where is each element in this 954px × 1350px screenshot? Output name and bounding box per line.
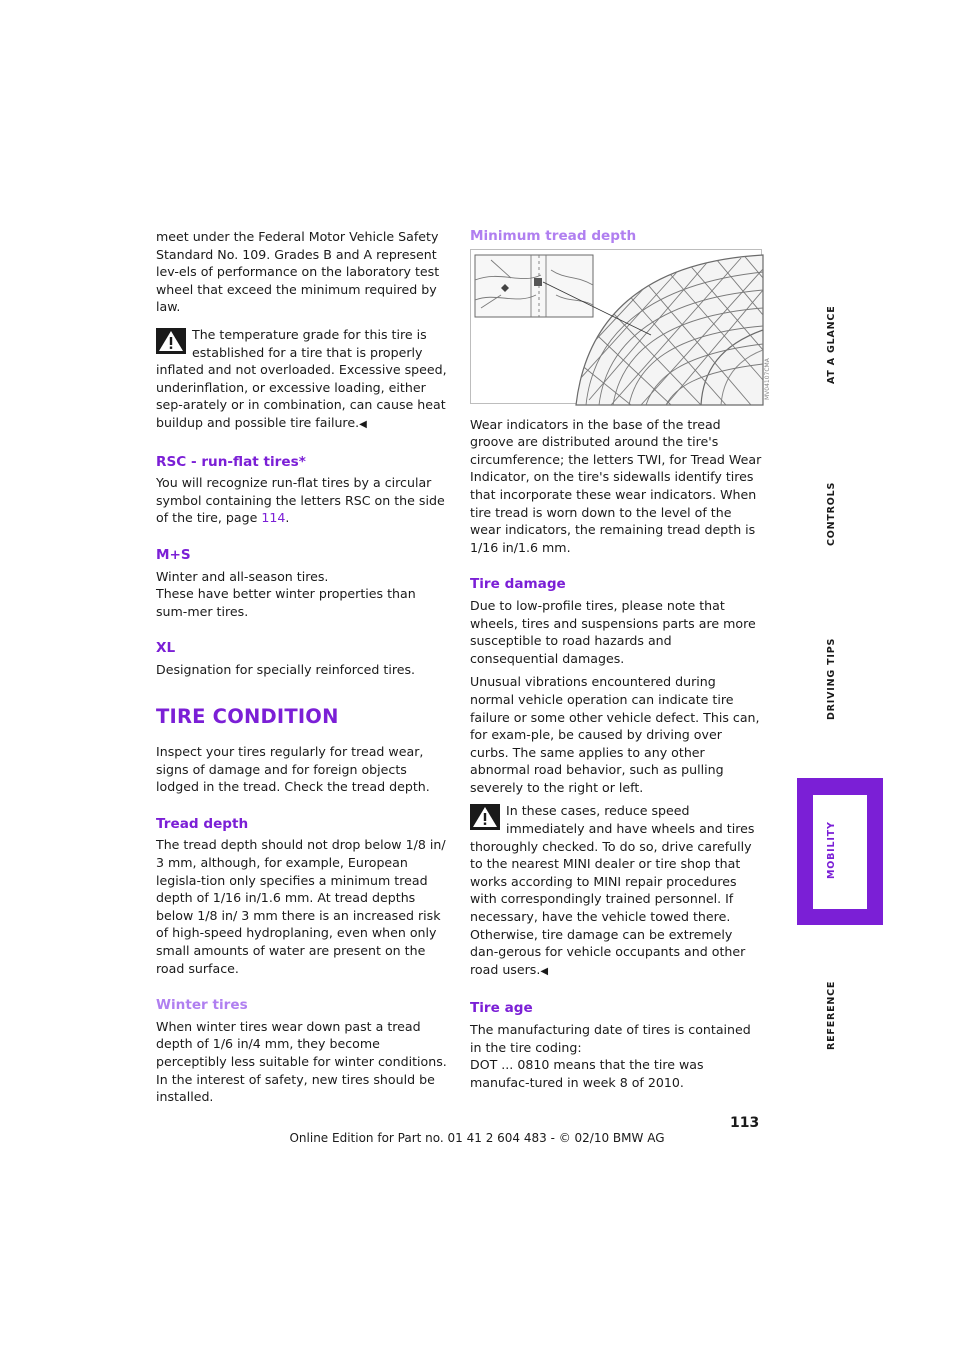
xl-heading: XL (156, 640, 176, 657)
tread-depth-text: The tread depth should not drop below 1/8 in/ 3 mm, although, for example, European legisla-tion only specifies a minimum tread depth of 1/16 in/1.6 mm. At tread depths below 1/8 in/ 3 mm there is an increased risk of high-speed hydroplaning, even when only small amounts of water are present on the road surface. (156, 837, 446, 976)
right-column (470, 228, 771, 1097)
damage-warning-text: In these cases, reduce speed immediately and have wheels and tires thoroughly checked. To do so, drive carefully to the nearest MINI dealer or tire shop that works according to MINI repair procedures with correspondingly trained personnel. If necessary, have the vehicle towed there. (470, 803, 755, 925)
tire-damage-heading: Tire damage (470, 576, 566, 593)
page-number: 113 (730, 1115, 760, 1131)
temperature-warning-text: The temperature grade for this tire is established for a tire that is properly inflated and not overloaded. Excessive speed, underinflation, or excessive loading, either sep-arately or in combination, can cause heat buildup and possible tire failure. (156, 326, 447, 430)
tire-condition-heading: TIRE CONDITION (156, 705, 339, 729)
end-mark: ◀ (540, 965, 549, 977)
minimum-tread-heading: Minimum tread depth (470, 228, 637, 244)
damage-warning-continued (470, 926, 762, 981)
warning-icon (470, 804, 500, 830)
left-column (156, 228, 448, 1112)
tread-depth-heading: Tread depth (156, 815, 249, 832)
wear-indicator-text: Wear indicators in the base of the tread groove are distributed around the tire's circumference; the letters TWI, for Tread Wear Indicator, on the tire's sidewalls identify tires that incorporate these wear indicators. When tire tread is worn down to the level of the wear indicators, the remaining tread depth is 1/16 in/1.6 mm. (470, 416, 762, 555)
tab-mobility-box[interactable] (813, 795, 867, 909)
ms-text-1: Winter and all-season tires. (156, 568, 329, 584)
condition-text: Inspect your tires regularly for tread wear, signs of damage and for foreign objects lodged in the tread. Check the tread depth. (156, 744, 430, 795)
tab-at-a-glance[interactable]: AT A GLANCE (826, 305, 837, 384)
damage-text-2: Unusual vibrations encountered during normal vehicle operation can indicate tire failure or some other vehicle defect. This can, for exam-ple, be caused by driving over curbs. The same applies to any other abnormal road behavior, such as pulling severely to the right or left. (470, 674, 760, 795)
warning-icon (156, 328, 186, 354)
rsc-page-link[interactable]: 114 (261, 510, 286, 526)
damage-warning (470, 802, 762, 925)
ms-heading: M+S (156, 546, 191, 563)
winter-tires-text: When winter tires wear down past a tread depth of 1/6 in/4 mm, they become perceptibly less suitable for winter conditions. In the interest of safety, new tires should be installed. (156, 1018, 447, 1105)
tab-driving-tips[interactable]: DRIVING TIPS (826, 637, 837, 720)
tab-controls[interactable]: CONTROLS (826, 481, 837, 546)
end-mark: ◀ (359, 418, 367, 430)
tread-wear-figure (470, 249, 771, 404)
figure-code: MV04107CMA (764, 357, 771, 400)
tire-age-heading: Tire age (470, 1000, 533, 1017)
ms-text-2: These have better winter properties than sum-mer tires. (156, 586, 416, 619)
rsc-heading: RSC - run-flat tires* (156, 453, 306, 470)
damage-text-1: Due to low-profile tires, please note that wheels, tires and suspensions parts are more susceptible to road hazards and consequential damages. (470, 597, 756, 666)
rsc-paragraph: You will recognize run-flat tires by a circular symbol containing the letters RSC on the side of the tire, page 114. (156, 475, 445, 526)
temperature-warning (156, 326, 448, 434)
footer-edition: Online Edition for Part no. 01 41 2 604 483 - © 02/10 BMW AG (289, 1131, 665, 1145)
rsc-text: You will recognize run-flat tires by a circular symbol containing the letters RSC on the side of the tire, page (156, 475, 445, 526)
age-text-2: DOT ... 0810 means that the tire was manufac-tured in week 8 of 2010. (470, 1057, 704, 1090)
damage-warning-text-2: Otherwise, tire damage can be extremely dan-gerous for vehicle occupants and other road users. (470, 926, 746, 977)
age-text-1: The manufacturing date of tires is contained in the tire coding: (470, 1022, 751, 1055)
tire-tread-illustration (471, 250, 771, 405)
intro-paragraph: meet under the Federal Motor Vehicle Safety Standard No. 109. Grades B and A represent lev-els of performance on the laboratory test wheel that exceed the minimum required by law. (156, 229, 440, 315)
xl-text: Designation for specially reinforced tires. (156, 661, 416, 677)
winter-tires-heading: Winter tires (156, 997, 248, 1014)
tab-mobility[interactable]: MOBILITY (826, 821, 837, 879)
tab-reference[interactable]: REFERENCE (826, 980, 837, 1050)
